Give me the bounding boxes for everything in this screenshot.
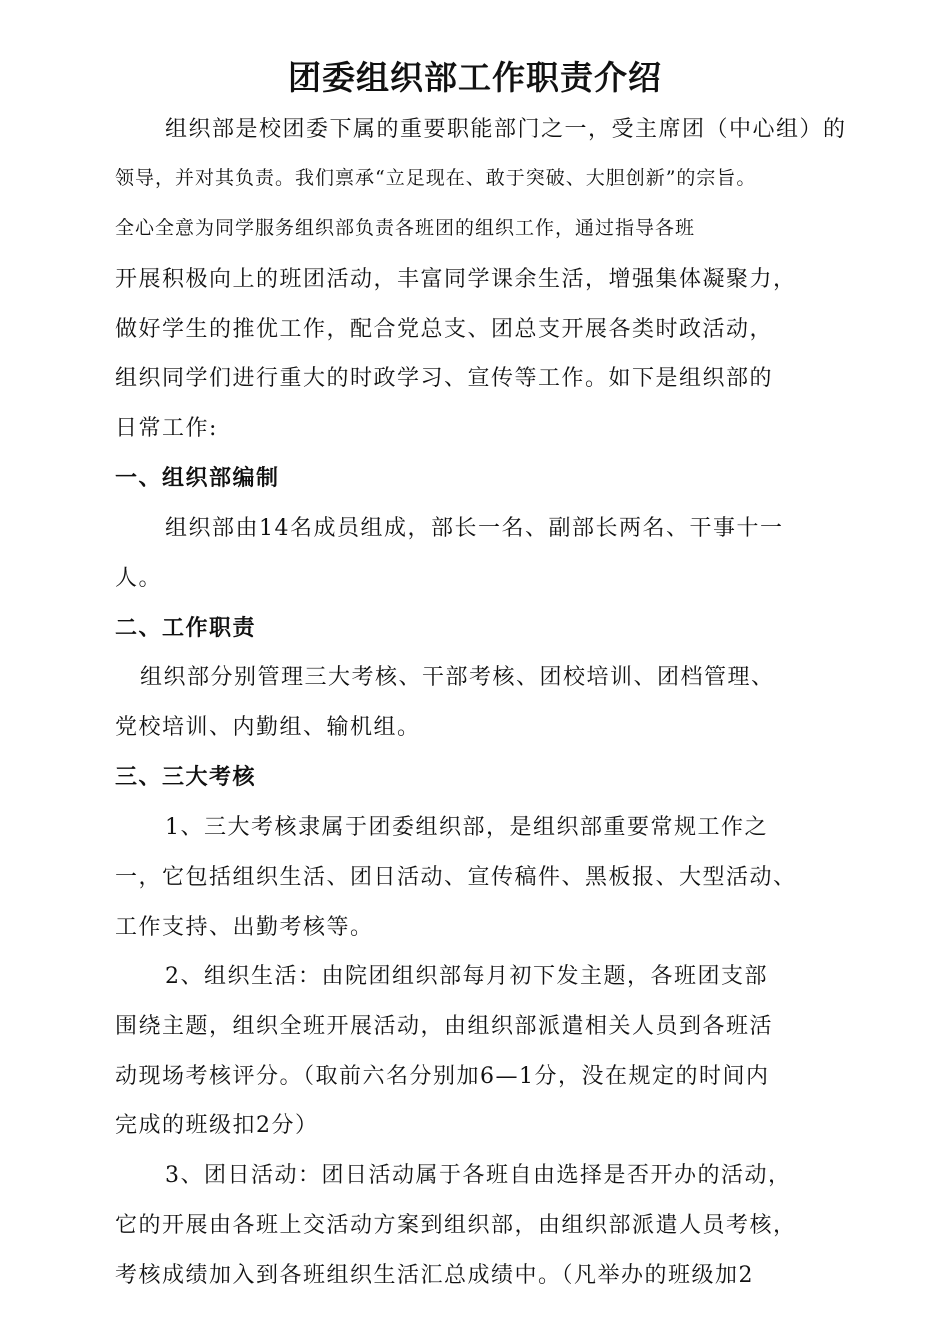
paragraph-line: 党校培训、内勤组、输机组。 bbox=[115, 715, 421, 740]
paragraph-line: 做好学生的推优工作，配合党总支、团总支开展各类时政活动， bbox=[115, 317, 774, 342]
paragraph-line: 它的开展由各班上交活动方案到组织部，由组织部派遣人员考核， bbox=[115, 1213, 797, 1238]
paragraph-line: 一，它包括组织生活、团日活动、宣传稿件、黑板报、大型活动、 bbox=[115, 865, 797, 890]
section-heading: 三、三大考核 bbox=[115, 764, 257, 790]
section-heading: 二、工作职责 bbox=[115, 615, 257, 641]
paragraph-line: 组织部是校团委下属的重要职能部门之一，受主席团（中心组）的 bbox=[165, 117, 847, 142]
paragraph-line: 组织部由14名成员组成，部长一名、副部长两名、干事十一 bbox=[165, 516, 784, 541]
paragraph-line: 完成的班级扣2分） bbox=[115, 1113, 319, 1138]
section-heading: 一、组织部编制 bbox=[115, 465, 280, 491]
paragraph-line: 考核成绩加入到各班组织生活汇总成绩中。（凡举办的班级加2 bbox=[115, 1263, 754, 1288]
paragraph-line: 3、团日活动：团日活动属于各班自由选择是否开办的活动， bbox=[165, 1163, 792, 1188]
paragraph-line: 工作支持、出勤考核等。 bbox=[115, 915, 374, 940]
paragraph-line: 人。 bbox=[115, 566, 163, 591]
paragraph-line: 组织部分别管理三大考核、干部考核、团校培训、团档管理、 bbox=[140, 665, 775, 690]
paragraph-line: 1、三大考核隶属于团委组织部，是组织部重要常规工作之 bbox=[165, 815, 768, 840]
paragraph-line: 围绕主题，组织全班开展活动，由组织部派遣相关人员到各班活 bbox=[115, 1014, 774, 1039]
paragraph-line: 全心全意为同学服务组织部负责各班团的组织工作，通过指导各班 bbox=[115, 217, 696, 239]
paragraph-line: 领导，并对其负责。我们禀承“立足现在、敢于突破、大胆创新”的宗旨。 bbox=[115, 167, 757, 189]
paragraph-line: 2、组织生活：由院团组织部每月初下发主题，各班团支部 bbox=[165, 964, 768, 989]
paragraph-line: 日常工作: bbox=[115, 416, 218, 441]
paragraph-line: 开展积极向上的班团活动，丰富同学课余生活，增强集体凝聚力， bbox=[115, 267, 797, 292]
paragraph-line: 组织同学们进行重大的时政学习、宣传等工作。如下是组织部的 bbox=[115, 366, 774, 391]
document-title: 团委组织部工作职责介绍 bbox=[288, 58, 662, 97]
paragraph-line: 动现场考核评分。（取前六名分别加6—1分，没在规定的时间内 bbox=[115, 1064, 770, 1089]
